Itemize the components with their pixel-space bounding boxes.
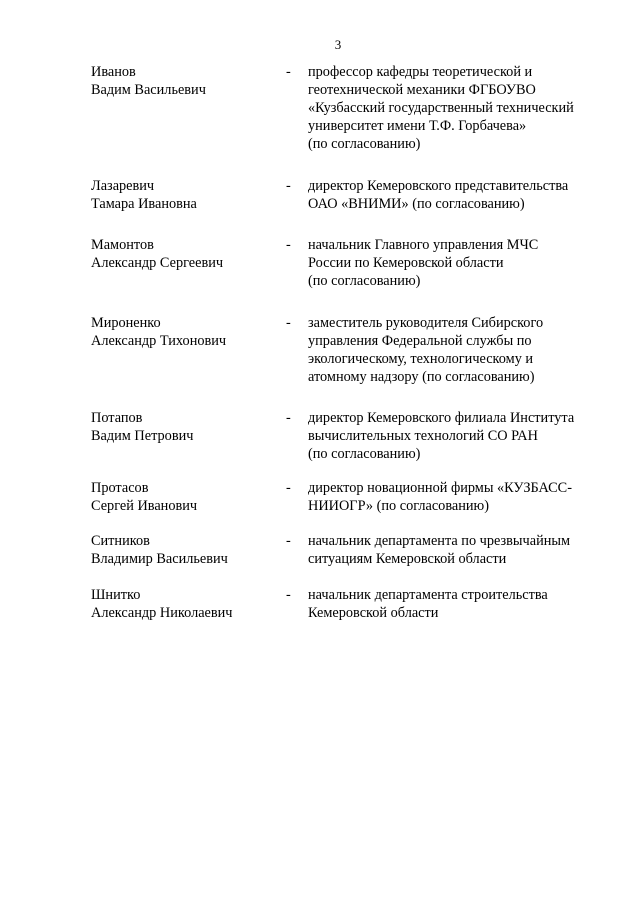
position-line: университет имени Т.Ф. Горбачева»: [308, 118, 527, 134]
position-line: начальник Главного управления МЧС: [308, 237, 539, 253]
member-entry: [91, 314, 611, 386]
member-surname: Лазаревич: [91, 178, 155, 194]
member-given-names: Александр Тихонович: [91, 333, 227, 349]
member-entry: [91, 236, 611, 290]
member-name: [91, 236, 286, 290]
separator-dash: -: [286, 533, 291, 549]
member-position: [308, 177, 608, 213]
member-position: [308, 314, 608, 386]
member-name: [91, 314, 286, 386]
position-line: управления Федеральной службы по: [308, 333, 532, 349]
member-position: [308, 586, 608, 622]
member-surname: Потапов: [91, 410, 143, 426]
member-entry: [91, 586, 611, 622]
member-list: [91, 63, 611, 622]
position-line: заместитель руководителя Сибирского: [308, 315, 544, 331]
member-name: [91, 479, 286, 515]
member-name: [91, 409, 286, 463]
member-position: [308, 479, 608, 515]
separator-dash: -: [286, 237, 291, 253]
position-line: экологическому, технологическому и: [308, 351, 534, 367]
member-given-names: Тамара Ивановна: [91, 196, 197, 212]
member-surname: Мамонтов: [91, 237, 154, 253]
member-position: [308, 532, 608, 568]
member-surname: Протасов: [91, 480, 149, 496]
member-position: [308, 63, 608, 153]
position-line: директор Кемеровского представительства: [308, 178, 569, 194]
member-entry: [91, 532, 611, 568]
member-name: [91, 586, 286, 622]
member-surname: Ситников: [91, 533, 150, 549]
member-given-names: Александр Николаевич: [91, 605, 233, 621]
position-line: вычислительных технологий СО РАН: [308, 428, 538, 444]
page-number: 3: [334, 37, 342, 52]
position-line: (по согласованию): [308, 273, 421, 289]
position-line: ОАО «ВНИМИ» (по согласованию): [308, 196, 525, 212]
position-line: начальник департамента по чрезвычайным: [308, 533, 571, 549]
separator-dash: -: [286, 587, 291, 603]
separator-dash: -: [286, 64, 291, 80]
member-entry: [91, 177, 611, 213]
member-given-names: Сергей Иванович: [91, 498, 198, 514]
member-given-names: Вадим Петрович: [91, 428, 194, 444]
member-given-names: Вадим Васильевич: [91, 82, 206, 98]
position-line: начальник департамента строительства: [308, 587, 548, 603]
position-line: России по Кемеровской области: [308, 255, 504, 271]
member-name: [91, 177, 286, 213]
member-name: [91, 63, 286, 153]
position-line: «Кузбасский государственный технический: [308, 100, 574, 116]
member-entry: [91, 479, 611, 515]
separator-dash: -: [286, 410, 291, 426]
member-entry: [91, 63, 611, 153]
position-line: ситуациям Кемеровской области: [308, 551, 507, 567]
position-line: профессор кафедры теоретической и: [308, 64, 533, 80]
member-entry: [91, 409, 611, 463]
separator-dash: -: [286, 315, 291, 331]
position-line: директор новационной фирмы «КУЗБАСС-: [308, 480, 572, 496]
position-line: директор Кемеровского филиала Института: [308, 410, 575, 426]
position-line: Кемеровской области: [308, 605, 439, 621]
member-given-names: Владимир Васильевич: [91, 551, 228, 567]
member-position: [308, 236, 608, 290]
position-line: атомному надзору (по согласованию): [308, 369, 535, 385]
member-given-names: Александр Сергеевич: [91, 255, 224, 271]
separator-dash: -: [286, 480, 291, 496]
position-line: (по согласованию): [308, 446, 421, 462]
member-surname: Мироненко: [91, 315, 161, 331]
member-name: [91, 532, 286, 568]
position-line: НИИОГР» (по согласованию): [308, 498, 489, 514]
member-surname: Иванов: [91, 64, 136, 80]
separator-dash: -: [286, 178, 291, 194]
position-line: геотехнической механики ФГБОУВО: [308, 82, 536, 98]
member-surname: Шнитко: [91, 587, 141, 603]
position-line: (по согласованию): [308, 136, 421, 152]
member-position: [308, 409, 608, 463]
